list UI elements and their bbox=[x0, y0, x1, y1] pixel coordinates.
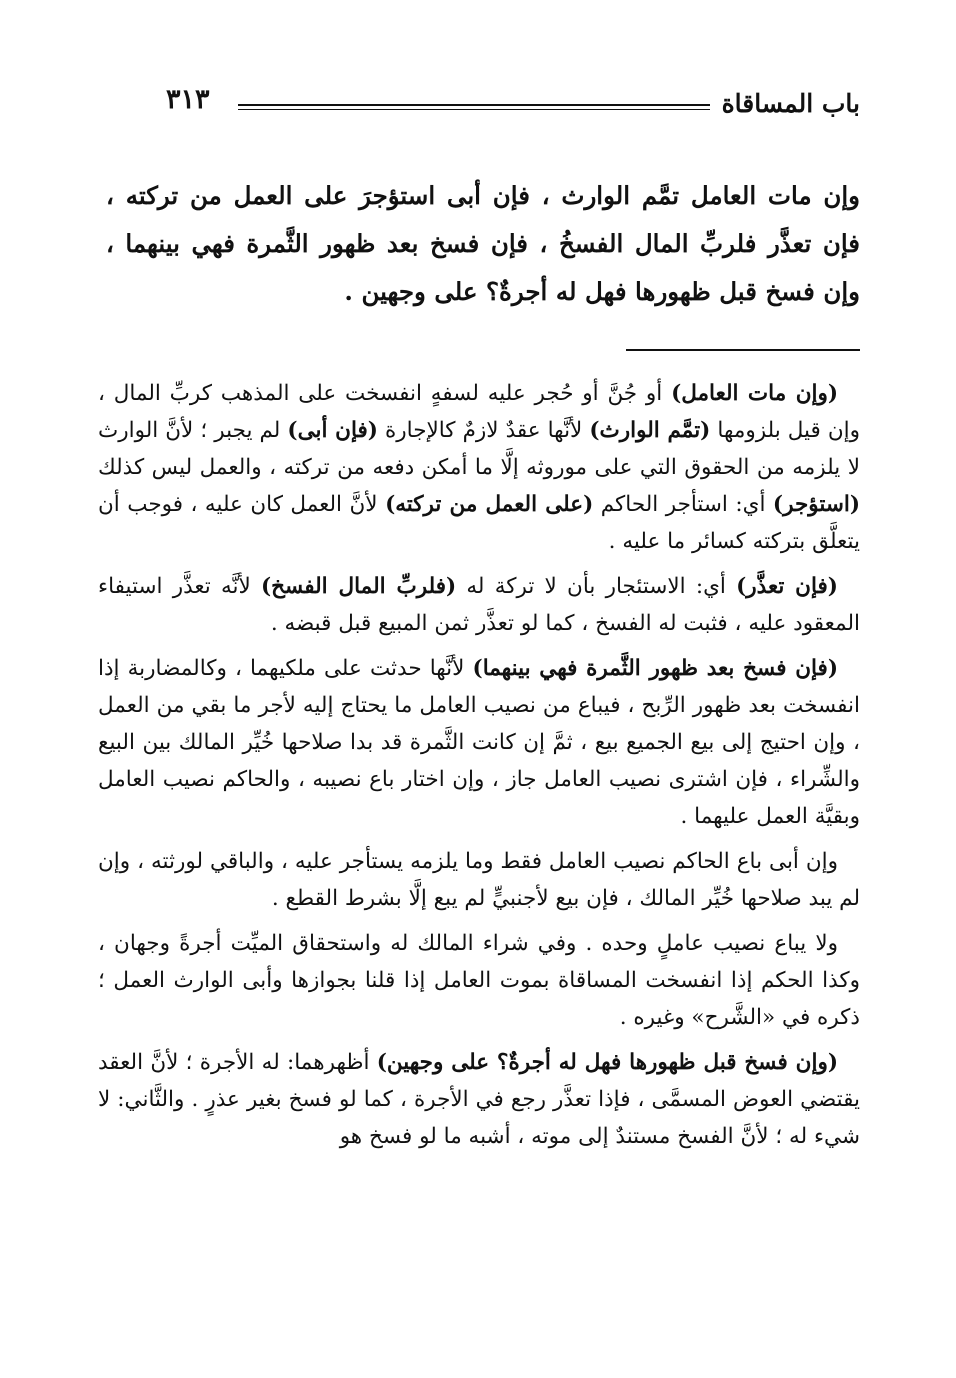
commentary-text: أي: الاستئجار بأن لا تركة له bbox=[456, 574, 737, 599]
chapter-title: باب المساقاة bbox=[721, 89, 860, 118]
quoted-phrase: (فإن فسخ بعد ظهور الثَّمرة فهي بينهما) bbox=[472, 656, 839, 681]
commentary-paragraph bbox=[98, 375, 860, 560]
commentary-paragraph bbox=[98, 1044, 860, 1155]
quoted-phrase: (على العمل من تركته) bbox=[385, 492, 594, 517]
quoted-phrase: (فلربِّ المال الفسخ) bbox=[260, 574, 457, 599]
page-number: ٣١٣ bbox=[166, 84, 210, 115]
commentary-text: لم يجبر ؛ لأنَّ الوارث لا يلزمه من الحقوق التي على موروثه إلَّا ما أمكن دفعه من تركته ، والعمل ليس كذلك bbox=[98, 418, 860, 480]
footnote-separator bbox=[626, 349, 860, 351]
commentary-text: لأنَّ العمل كان عليه ، فوجب أن يتعلَّق بتركته كسائر ما عليه . bbox=[98, 492, 860, 554]
commentary-text: لأنَّها عقدٌ لازمٌ كالإجارة bbox=[377, 418, 590, 443]
quoted-phrase: (استؤجر) bbox=[772, 492, 861, 517]
commentary bbox=[98, 375, 860, 1163]
commentary-paragraph: وإن أبى باع الحاكم نصيب العامل فقط وما يلزمه يستأجر عليه ، والباقي لورثته ، وإن لم يبد صلاحها خُيِّر المالك ، فإن بيع لأجنبيٍّ لم يبع إلَّا بشرط القطع . bbox=[98, 849, 860, 911]
commentary-text: أو جُنَّ أو حُجر عليه لسفهٍ انفسخت على المذهب كربِّ المال ، وإن قيل بلزومها bbox=[98, 381, 861, 443]
commentary-paragraph: ولا يباع نصيب عاملٍ وحده . وفي شراء المالك له واستحقاق الميِّت أجرةً وجهان ، وكذا الحكم إذا انفسخت المساقاة بموت العامل إذا قلنا بجوازها وأبى الوارث العمل ؛ ذكره في «الشَّرح» وغيره . bbox=[98, 931, 860, 1030]
header-rule bbox=[238, 104, 710, 106]
commentary-text: لأنَّها حدثت على ملكيهما ، وكالمضاربة إذا انفسخت بعد ظهور الرِّبح ، فيباع من نصيب العامل ما يحتاج إليه لأجر ما بقي من العمل ، وإن احتيج إلى بيع الجميع بيع ، ثمَّ إن كانت الثَّمرة قد بدا صلاحها خُيِّر المالك بين البيع والشِّراء ، فإن اشترى نصيب العامل جاز ، وإن اختار باع نصيبه ، والحاكم نصيب العامل وبقيَّة العمل عليهما . bbox=[98, 656, 860, 829]
commentary-text: أي: استأجر الحاكم bbox=[593, 492, 773, 517]
commentary-paragraph bbox=[98, 650, 860, 835]
quoted-phrase: (فإن أبى) bbox=[287, 418, 378, 443]
commentary-text: أظهرهما: له الأجرة ؛ لأنَّ العقد يقتضي العوض المسمَّى ، فإذا تعذَّر رجع في الأجرة ، كما لو فسخ بغير عذرٍ . والثَّاني: لا شيء له ؛ لأنَّ الفسخ مستندٌ إلى موته ، أشبه ما لو فسخ هو bbox=[98, 1050, 860, 1149]
quoted-phrase: (تمَّم الوارث) bbox=[589, 418, 711, 443]
quoted-phrase: (وإن مات العامل) bbox=[671, 381, 839, 406]
commentary-paragraph bbox=[98, 568, 860, 642]
quoted-phrase: (فإن تعذَّر) bbox=[736, 574, 838, 599]
commentary-text: لأنَّه تعذَّر استيفاء المعقود عليه ، فثبت له الفسخ ، كما لو تعذَّر ثمن المبيع قبل قبضه . bbox=[98, 574, 860, 636]
quoted-phrase: (وإن فسخ قبل ظهورها فهل له أجرةٌ؟ على وجهين) bbox=[376, 1050, 839, 1075]
page-header bbox=[110, 86, 860, 126]
main-text: وإن مات العامل تمَّم الوارث ، فإن أبى استؤجرَ على العمل من تركته ، فإن تعذَّر فلربِّ المال الفسخُ ، فإن فسخ بعد ظهور الثَّمرة فهي بينهما ، وإن فسخ قبل ظهورها فهل له أجرةٌ؟ على وجهين . bbox=[106, 181, 860, 306]
